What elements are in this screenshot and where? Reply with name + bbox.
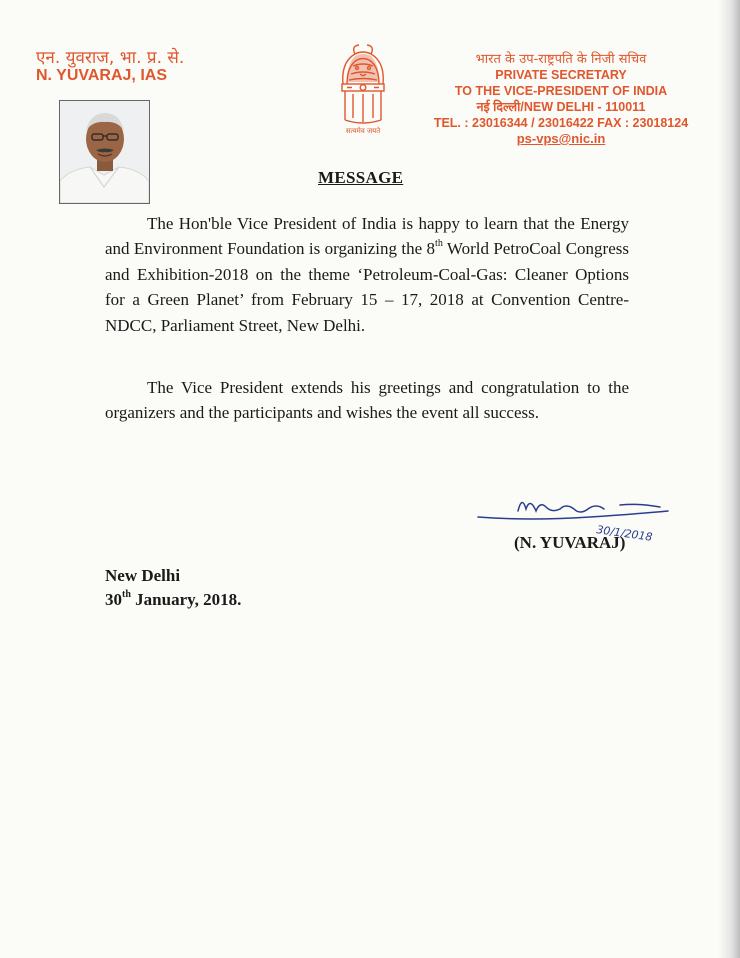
date-day: 30 xyxy=(105,590,122,609)
office-title-line1: PRIVATE SECRETARY xyxy=(495,68,627,82)
national-emblem-icon xyxy=(333,44,393,138)
letter-date xyxy=(105,590,241,610)
message-paragraph-1-part-b: World PetroCoal Congress and Exhibition-2018 on the theme ‘Petroleum-Coal-Gas: Cleaner Options for a Green Planet’ from February 15 – 17, 2018 at Convention Centre-NDCC, Parliament Street, New Delhi. xyxy=(105,239,629,335)
office-letterhead xyxy=(430,49,692,147)
message-heading: MESSAGE xyxy=(318,168,404,187)
date-month-year: January, 2018. xyxy=(130,590,242,609)
office-title-hindi: भारत के उप-राष्ट्रपति के निजी सचिव xyxy=(475,52,647,67)
office-title-line2: TO THE VICE-PRESIDENT OF INDIA xyxy=(454,84,668,98)
office-email: ps-vps@nic.in xyxy=(516,131,606,146)
office-address: नई दिल्ली/NEW DELHI - 110011 xyxy=(476,100,646,114)
vice-president-photo xyxy=(59,100,150,204)
message-paragraph-1 xyxy=(105,211,629,338)
page-edge-shadow xyxy=(718,0,740,958)
sender-name-english: N. YUVARAJ, IAS xyxy=(36,67,167,84)
place: New Delhi xyxy=(105,566,181,585)
message-paragraph-2: The Vice President extends his greetings and congratulation to the organizers and the participants and wishes the event all success. xyxy=(105,378,629,423)
handwritten-date: 30/1/2018 xyxy=(595,523,654,544)
date-ordinal-suffix: th xyxy=(122,589,131,600)
signer-name: (N. YUVARAJ) xyxy=(514,533,626,552)
ordinal-suffix: th xyxy=(435,238,443,250)
message-paragraph-1-part-a: The Hon'ble Vice President of India is happy to learn that the Energy and Environment Foundation is organizing the 8 xyxy=(105,214,629,259)
office-phone-fax: TEL. : 23016344 / 23016422 FAX : 23018124 xyxy=(433,116,689,130)
sender-name-hindi: एन. युवराज, भा. प्र. से. xyxy=(36,48,185,68)
emblem-motto: सत्यमेव जयते xyxy=(345,127,381,135)
